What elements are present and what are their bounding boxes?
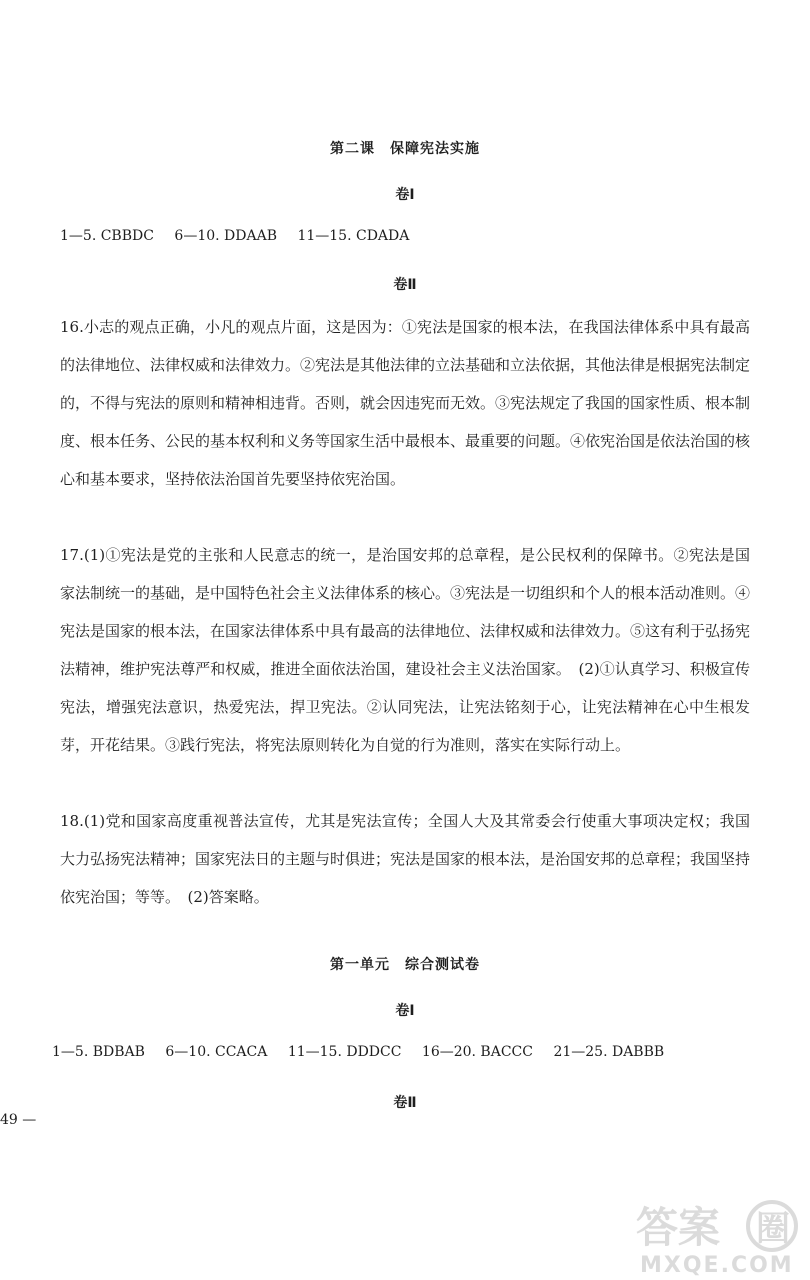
answer-group: 21—25. DABBB [553, 1044, 665, 1060]
answer-group: 6—10. CCACA [165, 1044, 268, 1060]
volume-heading: 卷Ⅱ [393, 1095, 417, 1111]
watermark-logo [632, 1192, 802, 1276]
svg-text:圈: 圈 [756, 1209, 790, 1249]
volume-heading: 卷Ⅰ [395, 187, 415, 203]
answer-group: 6—10. DDAAB [174, 228, 277, 244]
volume-heading: 卷Ⅰ [395, 1003, 415, 1019]
answer-paragraph-17: 17.(1)①宪法是党的主张和人民意志的统一，是治国安邦的总章程，是公民权利的保障书。②宪法是国家法制统一的基础，是中国特色社会主义法律体系的核心。③宪法是一切组织和个人的根本活动准则。④宪法是国家的根本法，在国家法律体系中具有最高的法律地位、法律权威和法律效力。⑤这有利于弘扬宪法精神，维护宪法尊严和权威，推进全面依法治国，建设社会主义法治国家。 (2)①认真学习、积极宣传宪法，增强宪法意识，热爱宪法，捍卫宪法。②认同宪法，让宪法铭刻于心，让宪法精神在心中生根发芽，开花结果。③践行宪法，将宪法原则转化为自觉的行为准则，落实在实际行动上。 [60, 546, 751, 754]
answer-group: 11—15. DDDCC [287, 1044, 402, 1060]
answer-group: 11—15. CDADA [297, 228, 410, 244]
answer-group: 16—20. BACCC [421, 1044, 533, 1060]
section-title: 第一单元 综合测试卷 [330, 957, 480, 973]
mc-answers [52, 1044, 680, 1060]
mc-answers [60, 228, 425, 244]
svg-text:MXQE.COM: MXQE.COM [640, 1253, 794, 1276]
answer-paragraph-16: 16.小志的观点正确，小凡的观点片面，这是因为：①宪法是国家的根本法，在我国法律体系中具有最高的法律地位、法律权威和法律效力。②宪法是其他法律的立法基础和立法依据，其他法律是根据宪法制定的，不得与宪法的原则和精神相违背。否则，就会因违宪而无效。③宪法规定了我国的国家性质、根本制度、根本任务、公民的基本权利和义务等国家生活中最根本、最重要的问题。④依宪治国是依法治国的核心和基本要求，坚持依法治国首先要坚持依宪治国。 [60, 318, 751, 488]
answer-group: 1—5. BDBAB [52, 1044, 145, 1060]
volume-heading: 卷Ⅱ [393, 277, 417, 293]
page-number: 49 — [0, 1112, 37, 1128]
section-title: 第二课 保障宪法实施 [330, 141, 480, 157]
svg-text:答案: 答案 [636, 1203, 721, 1252]
answer-paragraph-18: 18.(1)党和国家高度重视普法宣传，尤其是宪法宣传；全国人大及其常委会行使重大事项决定权；我国大力弘扬宪法精神；国家宪法日的主题与时俱进；宪法是国家的根本法，是治国安邦的总章程；我国坚持依宪治国；等等。 (2)答案略。 [60, 812, 751, 906]
answer-group: 1—5. CBBDC [60, 228, 154, 244]
